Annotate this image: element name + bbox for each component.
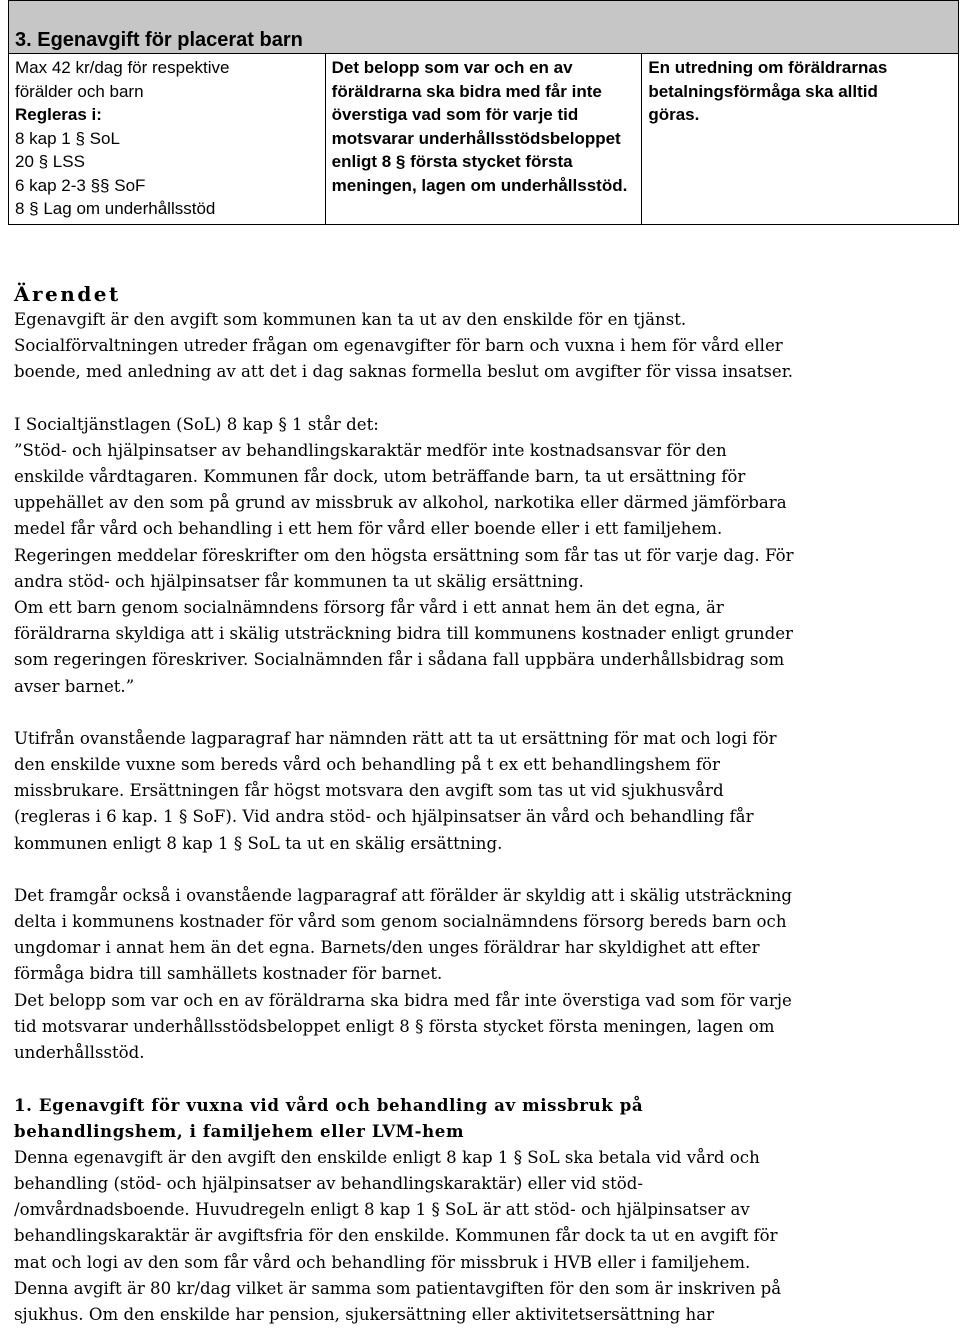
text-line: Om ett barn genom socialnämndens försorg får vård i ett annat hem än det egna, är xyxy=(14,598,724,618)
text-line: den enskilde vuxne som bereds vård och behandling på t ex ett behandlingshem för xyxy=(14,755,720,775)
text-line: Det belopp som var och en av föräldrarna ska bidra med får inte överstiga vad som för varje xyxy=(14,990,792,1010)
rule-line: Det belopp som var och en av xyxy=(331,58,573,77)
text-line: ungdomar i annat hem än det egna. Barnets/den unges föräldrar har skyldighet att efter xyxy=(14,938,760,958)
contribution-rule-cell xyxy=(325,54,642,225)
note-line: göras. xyxy=(648,105,700,124)
section-heading: Ärendet xyxy=(14,282,121,306)
text-line: enskilde vårdtagaren. Kommunen får dock, utom beträffande barn, ta ut ersättning för xyxy=(14,467,746,487)
text-line: medel får vård och behandling i ett hem för vård eller boende eller i ett familjehem. xyxy=(14,519,723,539)
rule-line: överstiga vad som för varje tid xyxy=(331,105,579,124)
paragraph-5 xyxy=(14,1145,954,1328)
text-line: boende, med anledning av att det i dag saknas formella beslut om avgifter för vissa insatser. xyxy=(14,362,794,382)
fee-summary-table xyxy=(8,0,959,225)
text-line: Regeringen meddelar föreskrifter om den högsta ersättning som får tas ut för varje dag. För xyxy=(14,545,794,565)
subheading-line: behandlingshem, i familjehem eller LVM-hem xyxy=(14,1121,465,1142)
investigation-note-cell xyxy=(642,54,959,225)
fee-limit-line-2: förälder och barn xyxy=(15,81,144,101)
text-line: behandling (stöd- och hjälpinsatser av behandlingskaraktär) eller vid stöd- xyxy=(14,1173,644,1193)
fee-limit-cell xyxy=(9,54,326,225)
text-line: /omvårdnadsboende. Huvudregeln enligt 8 kap 1 § SoL är att stöd- och hjälpinsatser av xyxy=(14,1200,750,1220)
paragraph-2-quote xyxy=(14,412,954,700)
text-line: mat och logi av den som får vård och behandling för missbruk i HVB eller i familjehem. xyxy=(14,1252,751,1272)
text-line: Egenavgift är den avgift som kommunen kan ta ut av den enskilde för en tjänst. xyxy=(14,310,687,329)
table-header xyxy=(9,1,959,54)
subsection-heading xyxy=(14,1092,954,1144)
paragraph-1 xyxy=(14,307,954,386)
law-ref-1: 8 kap 1 § SoL xyxy=(15,128,120,148)
text-line: Socialförvaltningen utreder frågan om egenavgifter för barn och vuxna i hem för vård eller xyxy=(14,336,783,356)
note-line: betalningsförmåga ska alltid xyxy=(648,81,878,101)
law-ref-4: 8 § Lag om underhållsstöd xyxy=(15,199,216,218)
text-line: behandlingskaraktär är avgiftsfria för den enskilde. Kommunen får dock ta ut en avgift för xyxy=(14,1226,778,1246)
text-line: som regeringen föreskriver. Socialnämnden får i sådana fall uppbära underhållsbidrag som xyxy=(14,650,785,670)
rule-line: föräldrarna ska bidra med får inte xyxy=(331,81,602,101)
law-ref-3: 6 kap 2-3 §§ SoF xyxy=(15,175,146,195)
text-line: ”Stöd- och hjälpinsatser av behandlingskaraktär medför inte kostnadsansvar för den xyxy=(14,440,727,460)
text-line: kommunen enligt 8 kap 1 § SoL ta ut en skälig ersättning. xyxy=(14,833,503,853)
text-line: delta i kommunens kostnader för vård som genom socialnämndens försorg bereds barn och xyxy=(14,912,787,932)
note-line: En utredning om föräldrarnas xyxy=(648,58,888,77)
text-line: andra stöd- och hjälpinsatser får kommunen ta ut skälig ersättning. xyxy=(14,571,584,591)
text-line: Denna avgift är 80 kr/dag vilket är samma som patientavgiften för den som är inskriven på xyxy=(14,1278,782,1298)
text-line: I Socialtjänstlagen (SoL) 8 kap § 1 står det: xyxy=(14,414,379,434)
rule-line: meningen, lagen om underhållsstöd. xyxy=(331,175,628,195)
law-ref-2: 20 § LSS xyxy=(15,152,85,171)
text-line: Det framgår också i ovanstående lagparagraf att förälder är skyldig att i skälig utsträckning xyxy=(14,885,793,905)
text-line: avser barnet.” xyxy=(14,676,135,696)
document-body xyxy=(14,281,954,1328)
text-line: sjukhus. Om den enskilde har pension, sjukersättning eller aktivitetsersättning har xyxy=(14,1304,715,1324)
rule-line: motsvarar underhållsstödsbeloppet xyxy=(331,128,621,148)
text-line: missbrukare. Ersättningen får högst motsvara den avgift som tas ut vid sjukhusvård xyxy=(14,781,724,801)
rule-line: enligt 8 § första stycket första xyxy=(331,152,573,171)
text-line: Utifrån ovanstående lagparagraf har nämnden rätt att ta ut ersättning för mat och logi för xyxy=(14,728,777,748)
text-line: uppehället av den som på grund av missbruk av alkohol, narkotika eller därmed jämförbara xyxy=(14,493,787,513)
text-line: förmåga bidra till samhällets kostnader för barnet. xyxy=(14,964,443,984)
paragraph-4 xyxy=(14,883,954,1066)
subheading-line: 1. Egenavgift för vuxna vid vård och behandling av missbruk på xyxy=(14,1095,644,1116)
text-line: föräldrarna skyldiga att i skälig utsträckning bidra till kommunens kostnader enligt grunder xyxy=(14,624,793,644)
table-header-title: 3. Egenavgift för placerat barn xyxy=(15,28,303,51)
text-line: (regleras i 6 kap. 1 § SoF). Vid andra stöd- och hjälpinsatser än vård och behandling får xyxy=(14,807,754,827)
fee-limit-line-1: Max 42 kr/dag för respektive xyxy=(15,58,230,77)
text-line: underhållsstöd. xyxy=(14,1043,145,1063)
text-line: Denna egenavgift är den avgift den enskilde enligt 8 kap 1 § SoL ska betala vid vård och xyxy=(14,1147,760,1167)
text-line: tid motsvarar underhållsstödsbeloppet enligt 8 § första stycket första meningen, lagen om xyxy=(14,1016,775,1036)
paragraph-3 xyxy=(14,726,954,857)
regleras-label: Regleras i: xyxy=(15,105,102,124)
